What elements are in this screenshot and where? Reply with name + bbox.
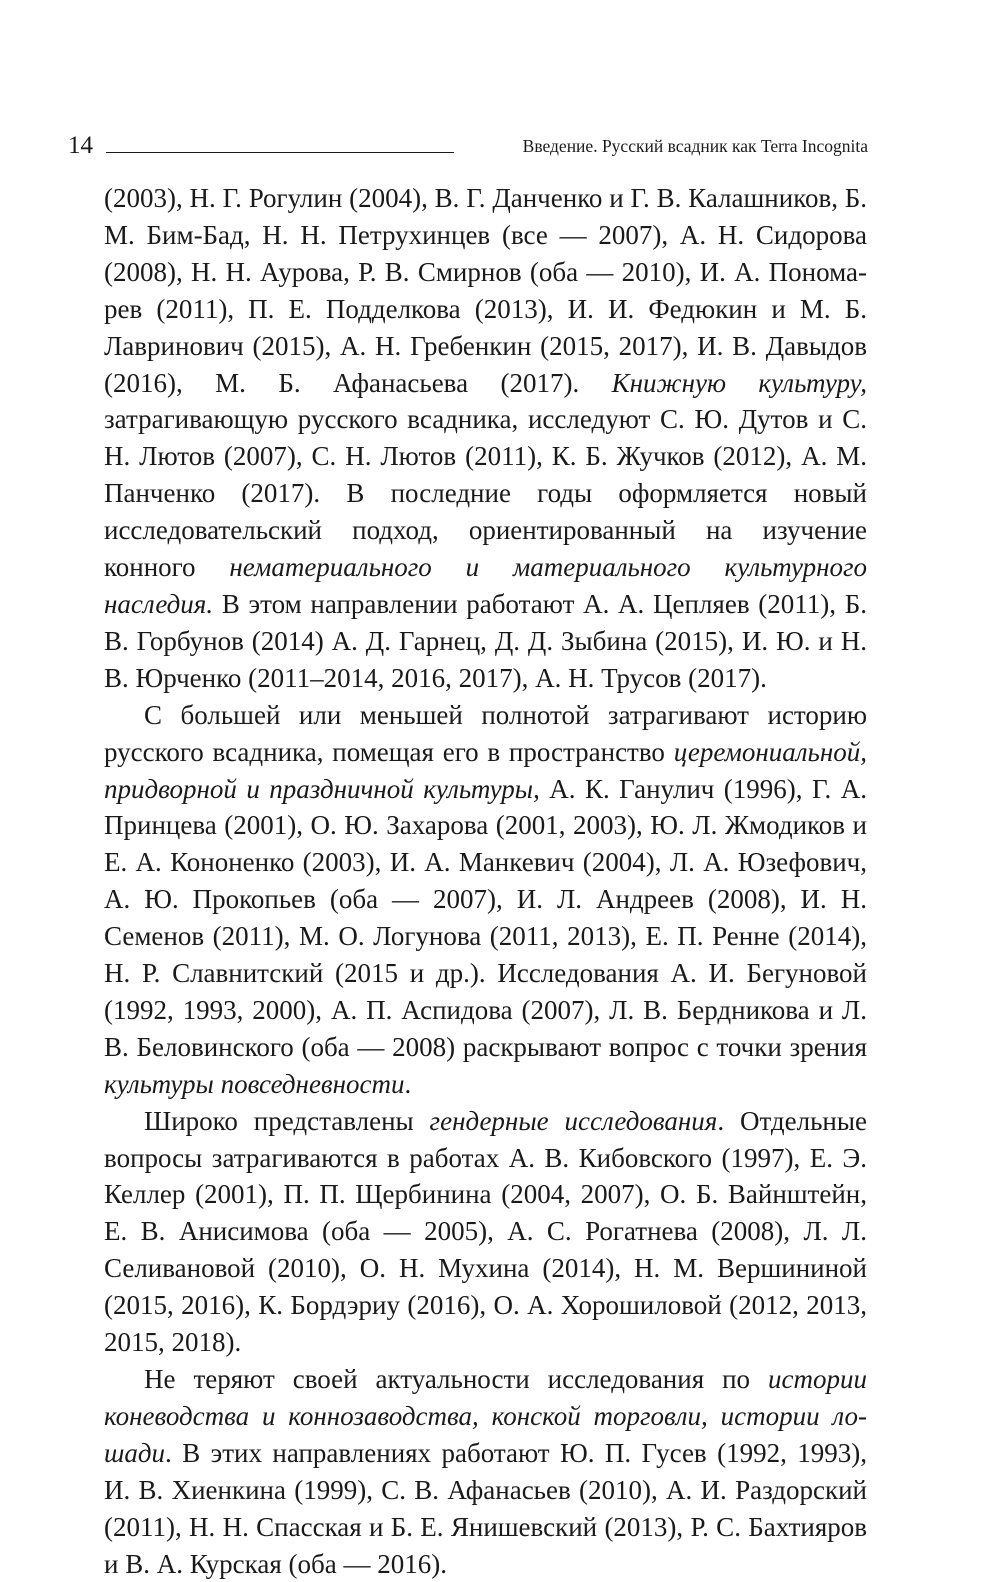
header-rule [106, 152, 454, 153]
paragraph-4 [104, 1361, 867, 1582]
text-run: . В этих направлениях работают Ю. П. Гусев (1992, 1993), И. В. Хиенкина (1999), С. В. Афанасьев (2010), А. И. Раздорский (2011), Н. Н. Спасская и Б. Е. Янишевский (2013), Р. С. Бахтияров и В. А. Курская (оба — 2016). [104, 1437, 867, 1579]
text-run: . [404, 1068, 412, 1099]
italic-run: церемониальной, придворной и праздничной культуры [104, 736, 867, 804]
text-run: , А. К. Ганулич (1996), Г. А. Принцева (2001), О. Ю. Захарова (2001, 2003), Ю. Л. Жмодиков и Е. А. Кононенко (2003), И. А. Манкевич (2004), Л. А. Юзефович, А. Ю. Прокопьев (оба — 2007), И. Л. Андреев (2008), И. Н. Семенов (2011), М. О. Логунова (2011, 2013), Е. П. Ренне (2014), Н. Р. Славнитский (2015 и др.). Исследования А. И. Бегуновой (1992, 1993, 2000), А. П. Аспидова (2007), Л. В. Бердникова и Л. В. Беловинского (оба — 2008) раскрывают вопрос с точки зрения [104, 773, 867, 1062]
italic-run: культуры повседневности [104, 1068, 405, 1099]
italic-run: истории коневодства и коннозаводства, конской торговли, истории лошади [104, 1364, 867, 1468]
italic-run: Книжную культуру, [611, 367, 867, 398]
text-run: Широко представлены [144, 1105, 430, 1136]
text-run: (2003), Н. Г. Рогулин (2004), В. Г. Данченко и Г. В. Калашников, Б. М. Бим-Бад, Н. Н. Петрухинцев (все — 2007), А. Н. Сидорова (2008), Н. Н. Аурова, Р. В. Смирнов (оба — 2010), И. А. Пономарев (2011), П. Е. Подделкова (2013), И. И. Федюкин и М. Б. Лавринович (2015), А. Н. Гребенкин (2015, 2017), И. В. Давыдов (2016), М. Б. Афанасьева (2017). [104, 183, 867, 398]
page-header [68, 122, 868, 158]
italic-run: нематериального и материального культурного наследия. [104, 552, 867, 619]
paragraph-1 [104, 180, 867, 697]
text-run: Не теряют своей актуальности исследования по [144, 1364, 769, 1394]
running-title: Введение. Русский всадник как Terra Incognita [522, 135, 868, 156]
text-run: . Отдельные вопросы затрагиваются в работах А. В. Кибовского (1997), Е. Э. Келлер (2001), П. П. Щербинина (2004, 2007), О. Б. Вайнштейн, Е. В. Анисимова (оба — 2005), А. С. Рогатнева (2008), Л. Л. Селивановой (2010), О. Н. Мухина (2014), Н. М. Вершининой (2015, 2016), К. Бордэриу (2016), О. А. Хорошиловой (2012, 2013, 2015, 2018). [104, 1105, 867, 1358]
body-text [104, 180, 867, 1582]
paragraph-2 [104, 697, 867, 1103]
text-run: С большей или меньшей полнотой затрагивают историю русского всадника, помещая его в пространство [104, 699, 867, 767]
paragraph-3 [104, 1103, 867, 1361]
text-run: затрагивающую русского всадника, исследуют С. Ю. Дутов и С. Н. Лютов (2007), С. Н. Лютов (2011), К. Б. Жучков (2012), А. М. Панченко (2017). В последние годы оформляется новый исследовательский подход, ориентированный на изучение конного [104, 404, 867, 583]
text-run: В этом направлении работают А. А. Цепляев (2011), Б. В. Горбунов (2014) А. Д. Гарнец, Д. Д. Зыбина (2015), И. Ю. и Н. В. Юрченко (2011–2014, 2016, 2017), А. Н. Трусов (2017). [104, 588, 867, 693]
italic-run: гендерные исследования [429, 1105, 718, 1136]
page-number: 14 [68, 132, 93, 159]
